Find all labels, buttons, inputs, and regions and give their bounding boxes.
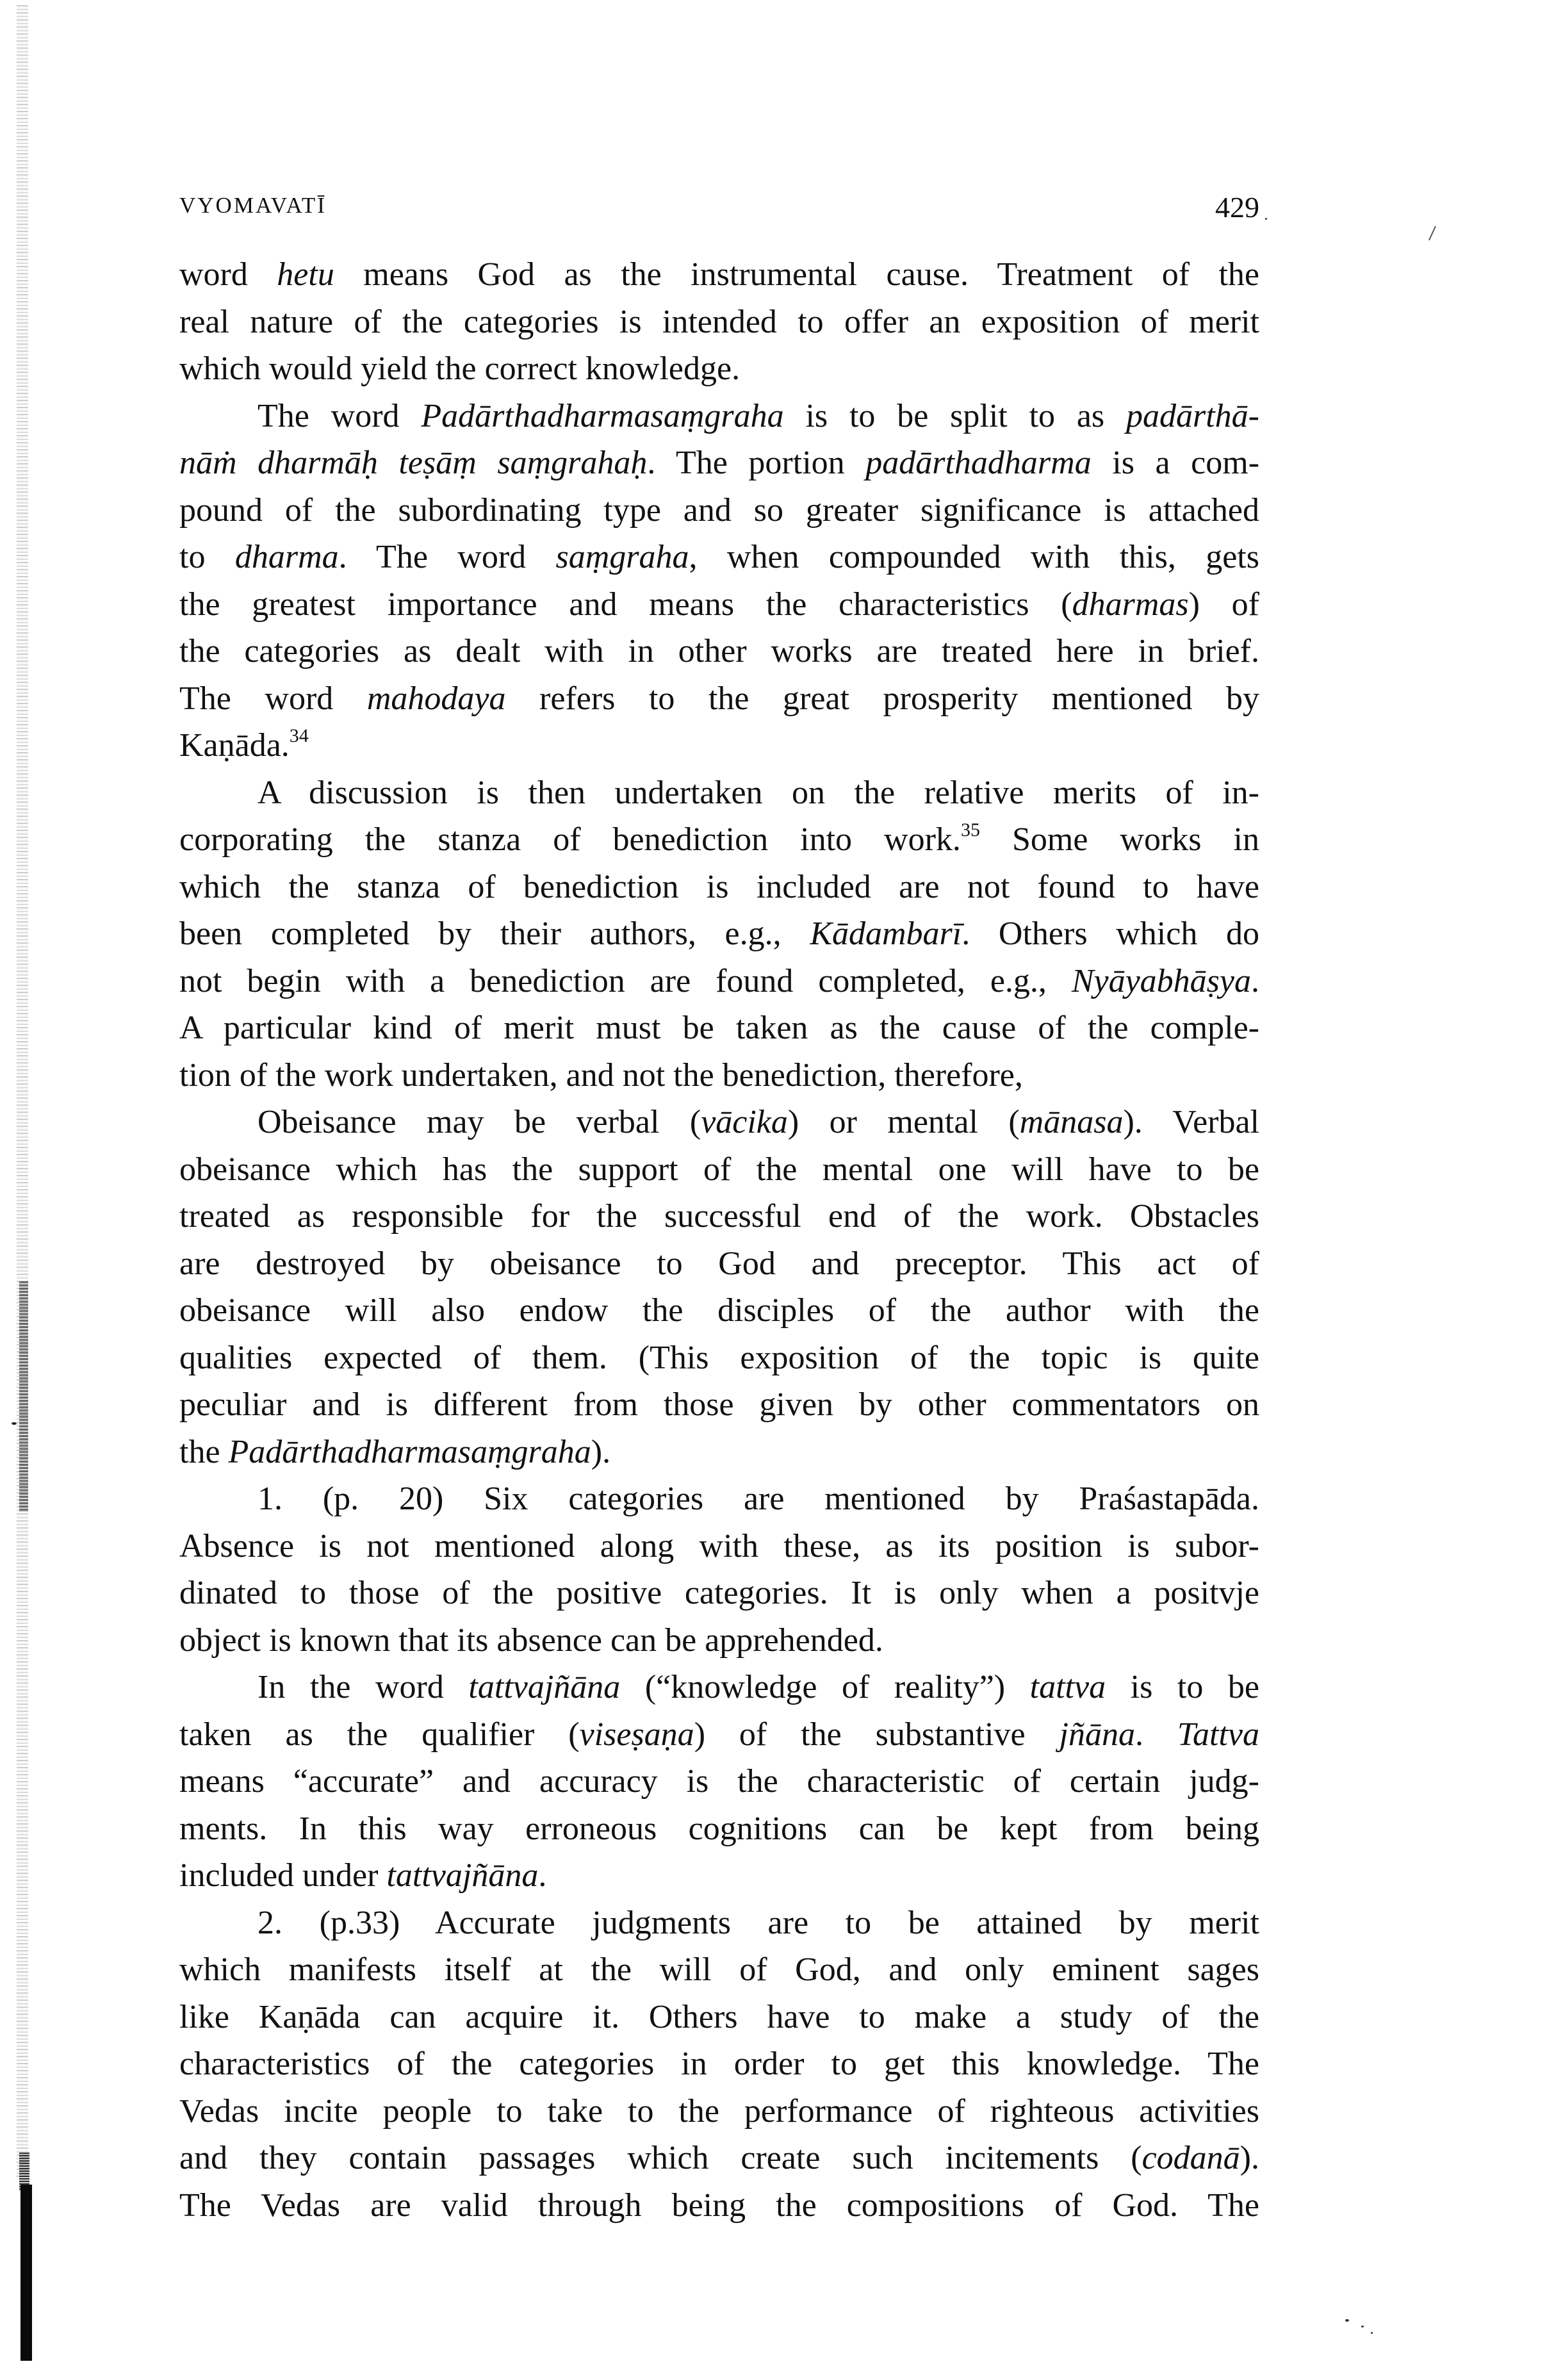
text-segment: which would yield the correct knowledge. xyxy=(179,350,741,387)
text-line xyxy=(179,1146,1259,1194)
text-line xyxy=(179,910,1259,958)
text-segment: the xyxy=(179,1433,229,1470)
text-segment: Some works in xyxy=(979,821,1259,858)
text-line xyxy=(179,251,1259,299)
text-segment: included under xyxy=(179,1857,387,1894)
text-segment: word xyxy=(179,256,277,293)
text-line xyxy=(179,958,1259,1005)
italic-term: tattva xyxy=(1029,1669,1106,1705)
text-segment: is to be xyxy=(1106,1669,1259,1705)
text-segment: (“knowledge of reality”) xyxy=(620,1669,1030,1705)
running-head: VYOMAVATĪ xyxy=(179,193,327,218)
text-segment: 2. (p.33) Accurate judgments are to be attained by merit xyxy=(258,1904,1259,1941)
text-segment: which the stanza of benediction is included are not found to have xyxy=(179,868,1259,905)
italic-term: tattvajñāna xyxy=(468,1669,621,1705)
text-line xyxy=(179,1711,1259,1759)
text-segment: treated as responsible for the successful end of the work. Obstacles xyxy=(179,1198,1259,1235)
text-line xyxy=(179,581,1259,628)
text-segment: the categories as dealt with in other works are treated here in brief. xyxy=(179,633,1259,669)
text-line xyxy=(179,1005,1259,1052)
italic-term: Kādambarī xyxy=(810,915,962,952)
text-line xyxy=(179,1805,1259,1853)
scan-artifact xyxy=(1345,2319,1349,2322)
italic-term: Tattva xyxy=(1177,1716,1259,1753)
text-segment: obeisance will also endow the disciples of the author with the xyxy=(179,1292,1259,1329)
text-segment: . The word xyxy=(338,539,556,575)
text-line xyxy=(179,1381,1259,1429)
text-line xyxy=(179,1617,1259,1664)
text-segment: tion of the work undertaken, and not the benediction, therefore, xyxy=(179,1056,1023,1094)
text-line xyxy=(179,1570,1259,1617)
italic-term: padārthadharma xyxy=(865,445,1092,481)
italic-term: viseṣaṇa xyxy=(579,1716,694,1753)
scan-artifact xyxy=(1361,2326,1364,2327)
text-segment: qualities expected of them. (This exposition of the topic is quite xyxy=(179,1339,1259,1376)
text-segment: In the word xyxy=(258,1669,469,1705)
binding-edge-shadow xyxy=(19,1281,28,1512)
text-segment: the greatest importance and means the characteristics ( xyxy=(179,586,1072,623)
text-segment: The word xyxy=(179,680,367,717)
text-line xyxy=(179,439,1259,487)
page-number: 429 xyxy=(1215,191,1259,224)
text-line xyxy=(179,816,1259,864)
italic-term: Padārthadharmasaṃgraha xyxy=(421,397,784,434)
text-line xyxy=(179,864,1259,911)
text-segment: ) of the substantive xyxy=(694,1716,1060,1753)
italic-term: mānasa xyxy=(1019,1104,1124,1140)
text-segment: taken as the qualifier ( xyxy=(179,1716,580,1753)
text-segment: ). xyxy=(591,1433,611,1470)
text-line xyxy=(179,1900,1259,1947)
text-line xyxy=(179,2135,1259,2182)
binding-edge-shadow xyxy=(17,5,28,2177)
text-segment: means “accurate” and accuracy is the characteristic of certain judg- xyxy=(179,1763,1259,1800)
text-segment: ) of xyxy=(1188,586,1259,623)
italic-term: mahodaya xyxy=(366,680,506,717)
text-segment: like Kaṇāda can acquire it. Others have to make a study of the xyxy=(179,1998,1259,2035)
text-line xyxy=(179,1334,1259,1382)
scan-artifact xyxy=(1371,2332,1373,2334)
text-line xyxy=(179,1994,1259,2041)
text-segment: Kaṇāda. xyxy=(179,727,290,764)
scan-artifact xyxy=(1428,226,1436,241)
text-line xyxy=(179,487,1259,534)
text-segment: object is known that its absence can be apprehended. xyxy=(179,1621,883,1659)
text-segment: . xyxy=(1251,962,1259,999)
italic-term: saṃgraha xyxy=(555,539,689,575)
italic-term: dharmas xyxy=(1072,586,1189,623)
scan-artifact xyxy=(1265,218,1267,220)
text-line xyxy=(179,1946,1259,1994)
text-segment: are destroyed by obeisance to God and preceptor. This act of xyxy=(179,1245,1259,1282)
text-line xyxy=(179,1664,1259,1711)
text-segment: 1. (p. 20) Six categories are mentioned by Praśastapāda. xyxy=(258,1481,1259,1517)
text-segment: . Others which do xyxy=(962,915,1259,952)
text-line xyxy=(179,1193,1259,1240)
footnote-ref: 35 xyxy=(960,819,980,841)
text-segment: . The portion xyxy=(647,445,866,481)
text-line xyxy=(179,1099,1259,1146)
text-segment: A particular kind of merit must be taken as the cause of the comple- xyxy=(179,1010,1259,1046)
italic-term: Padārthadharmasaṃgraha xyxy=(228,1433,591,1470)
footnote-ref: 34 xyxy=(289,725,309,746)
text-line xyxy=(179,534,1259,581)
text-line xyxy=(179,769,1259,817)
text-line xyxy=(179,345,1259,393)
text-segment: The Vedas are valid through being the compositions of God. The xyxy=(179,2187,1259,2224)
text-segment: , when compounded with this, gets xyxy=(689,539,1259,575)
text-segment: to xyxy=(179,539,235,575)
text-segment: means God as the instrumental cause. Treatment of the xyxy=(334,256,1259,293)
text-line xyxy=(179,299,1259,346)
text-line xyxy=(179,2182,1259,2229)
italic-term: nāṁ dharmāḥ teṣāṃ saṃgrahaḥ xyxy=(179,445,648,481)
text-segment: ) or mental ( xyxy=(787,1104,1020,1140)
text-segment: is to be split to as xyxy=(783,397,1126,434)
text-segment: not begin with a benediction are found completed, e.g., xyxy=(179,962,1072,999)
text-line xyxy=(179,1475,1259,1523)
binding-edge-shadow xyxy=(20,2185,32,2361)
text-line xyxy=(179,628,1259,675)
text-segment: characteristics of the categories in order to get this knowledge. The xyxy=(179,2046,1259,2082)
text-line xyxy=(179,675,1259,723)
text-segment: ). xyxy=(1240,2140,1259,2176)
text-segment: refers to the great prosperity mentioned by xyxy=(505,680,1259,717)
text-line xyxy=(179,2088,1259,2135)
text-line xyxy=(179,1758,1259,1805)
text-segment: real nature of the categories is intended to offer an exposition of merit xyxy=(179,303,1259,340)
text-segment: . xyxy=(1134,1716,1177,1753)
text-line xyxy=(179,1523,1259,1570)
text-line xyxy=(179,393,1259,440)
text-segment: ments. In this way erroneous cognitions can be kept from being xyxy=(179,1810,1259,1847)
text-line xyxy=(179,1852,1259,1900)
text-line xyxy=(179,722,1259,769)
text-segment: Vedas incite people to take to the performance of righteous activities xyxy=(179,2092,1259,2130)
body-text xyxy=(179,251,1259,2229)
text-line xyxy=(179,1429,1259,1476)
text-segment: and they contain passages which create such incitements ( xyxy=(179,2140,1142,2176)
text-segment: Absence is not mentioned along with these, as its position is subor- xyxy=(179,1527,1259,1564)
italic-term: codanā xyxy=(1142,2140,1240,2176)
text-segment: obeisance which has the support of the mental one will have to be xyxy=(179,1151,1259,1188)
text-segment: is a com- xyxy=(1091,445,1259,481)
italic-term: tattvajñāna xyxy=(386,1857,539,1894)
italic-term: vācika xyxy=(701,1104,788,1140)
text-segment: corporating the stanza of benediction into work. xyxy=(179,821,961,858)
text-line xyxy=(179,1240,1259,1288)
italic-term: jñāna xyxy=(1059,1716,1135,1753)
text-segment: peculiar and is different from those given by other commentators on xyxy=(179,1386,1259,1423)
italic-term: hetu xyxy=(277,256,334,293)
italic-term: padārthā- xyxy=(1126,397,1259,434)
text-segment: A discussion is then undertaken on the relative merits of in- xyxy=(258,774,1259,811)
text-line xyxy=(179,2040,1259,2088)
text-segment: which manifests itself at the will of God, and only eminent sages xyxy=(179,1951,1259,1988)
text-segment: Obeisance may be verbal ( xyxy=(258,1104,701,1140)
page-header xyxy=(179,190,1259,222)
text-segment: ). Verbal xyxy=(1123,1104,1259,1140)
text-segment: The word xyxy=(258,397,421,434)
text-segment: pound of the subordinating type and so greater significance is attached xyxy=(179,491,1259,529)
italic-term: Nyāyabhāṣya xyxy=(1071,962,1251,999)
text-segment: . xyxy=(538,1857,547,1894)
italic-term: dharma xyxy=(234,539,339,575)
text-segment: dinated to those of the positive categories. It is only when a positvje xyxy=(179,1575,1259,1611)
scan-artifact xyxy=(12,1422,17,1425)
text-line xyxy=(179,1287,1259,1334)
text-segment: been completed by their authors, e.g., xyxy=(179,915,810,952)
text-line xyxy=(179,1052,1259,1099)
